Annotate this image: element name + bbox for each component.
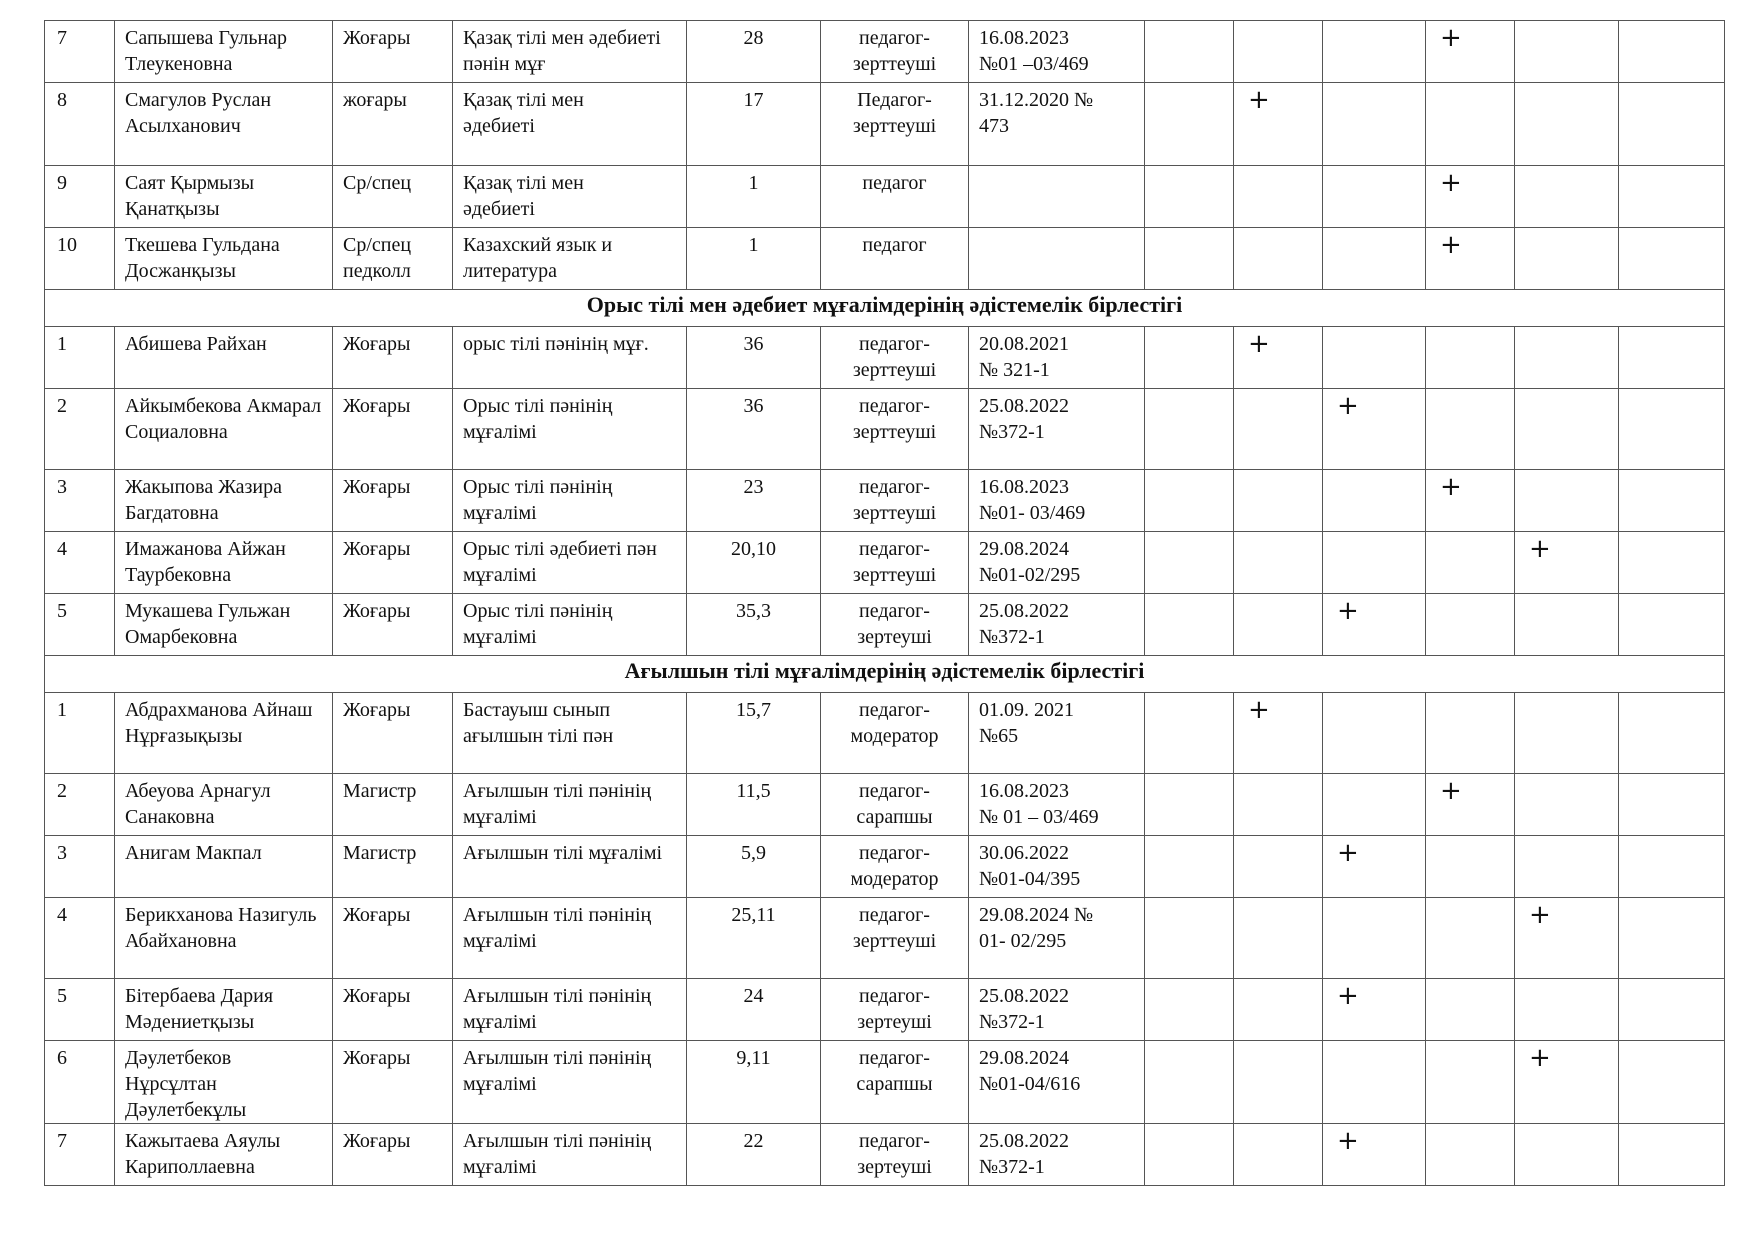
order-date-number: 01.09. 2021 №65 [969, 693, 1145, 774]
mark-cell [1619, 836, 1725, 898]
teacher-name: Бітербаева Дария Мәдениетқызы [115, 979, 333, 1041]
teacher-name: Сапышева Гульнар Тлеукеновна [115, 21, 333, 83]
mark-cell [1145, 470, 1234, 532]
qualification-category: педагог-зерттеуші [821, 21, 969, 83]
qualification-category: педагог-зертеуші [821, 979, 969, 1041]
mark-cell [1515, 594, 1619, 656]
table-row [45, 898, 1725, 979]
mark-cell [1323, 774, 1426, 836]
subject-specialty: Ағылшын тілі пәнінің мұғалімі [453, 898, 687, 979]
mark-cell [1323, 327, 1426, 389]
mark-cell [1426, 83, 1515, 166]
mark-cell [1426, 898, 1515, 979]
mark-cell [1426, 327, 1515, 389]
teacher-name: Кажытаева Аяулы Кариполлаевна [115, 1124, 333, 1186]
education-level: Жоғары [333, 898, 453, 979]
education-level: Жоғары [333, 979, 453, 1041]
mark-cell [1426, 594, 1515, 656]
teachers-table [44, 20, 1725, 1186]
row-number: 7 [45, 21, 115, 83]
row-number: 1 [45, 327, 115, 389]
qualification-category: педагог-зерттеуші [821, 389, 969, 470]
row-number: 3 [45, 470, 115, 532]
qualification-category: Педагог-зерттеуші [821, 83, 969, 166]
mark-cell [1515, 774, 1619, 836]
subject-specialty: Бастауыш сынып ағылшын тілі пән [453, 693, 687, 774]
mark-cell [1619, 979, 1725, 1041]
mark-cell [1145, 21, 1234, 83]
mark-cell [1323, 470, 1426, 532]
education-level: Жоғары [333, 21, 453, 83]
order-date-number: 25.08.2022 №372-1 [969, 979, 1145, 1041]
order-date-number [969, 228, 1145, 290]
order-date-number: 29.08.2024 №01-04/616 [969, 1041, 1145, 1124]
section-header-row [45, 290, 1725, 327]
mark-cell [1515, 836, 1619, 898]
teacher-name: Ткешева Гульдана Досжанқызы [115, 228, 333, 290]
mark-cell [1619, 470, 1725, 532]
table-row [45, 327, 1725, 389]
subject-specialty: Қазақ тілі мен әдебиеті пәнін мұғ [453, 21, 687, 83]
subject-specialty: Орыс тілі пәнінің мұғалімі [453, 594, 687, 656]
subject-specialty: Ағылшын тілі пәнінің мұғалімі [453, 1124, 687, 1186]
work-experience: 22 [687, 1124, 821, 1186]
mark-cell [1619, 166, 1725, 228]
mark-cell [1323, 898, 1426, 979]
work-experience: 24 [687, 979, 821, 1041]
mark-cell [1426, 693, 1515, 774]
row-number: 9 [45, 166, 115, 228]
row-number: 7 [45, 1124, 115, 1186]
mark-cell [1426, 1041, 1515, 1124]
work-experience: 20,10 [687, 532, 821, 594]
mark-cell [1234, 836, 1323, 898]
mark-cell [1426, 1124, 1515, 1186]
mark-cell [1515, 83, 1619, 166]
mark-cell [1234, 470, 1323, 532]
work-experience: 11,5 [687, 774, 821, 836]
teacher-name: Абишева Райхан [115, 327, 333, 389]
mark-cell [1515, 21, 1619, 83]
education-level: Жоғары [333, 470, 453, 532]
row-number: 6 [45, 1041, 115, 1124]
qualification-category: педагог-зерттеуші [821, 898, 969, 979]
mark-cell [1145, 532, 1234, 594]
mark-cell: + [1323, 594, 1426, 656]
mark-cell: + [1323, 389, 1426, 470]
order-date-number: 29.08.2024 № 01- 02/295 [969, 898, 1145, 979]
mark-cell [1323, 166, 1426, 228]
row-number: 5 [45, 979, 115, 1041]
subject-specialty: орыс тілі пәнінің мұғ. [453, 327, 687, 389]
mark-cell: + [1323, 979, 1426, 1041]
mark-cell [1145, 166, 1234, 228]
qualification-category: педагог-зерттеуші [821, 532, 969, 594]
subject-specialty: Ағылшын тілі пәнінің мұғалімі [453, 1041, 687, 1124]
mark-cell [1619, 898, 1725, 979]
table-row [45, 389, 1725, 470]
table-row [45, 83, 1725, 166]
mark-cell [1323, 693, 1426, 774]
table-row [45, 979, 1725, 1041]
row-number: 4 [45, 532, 115, 594]
qualification-category: педагог-зертеуші [821, 594, 969, 656]
work-experience: 17 [687, 83, 821, 166]
mark-cell: + [1234, 327, 1323, 389]
subject-specialty: Ағылшын тілі пәнінің мұғалімі [453, 774, 687, 836]
mark-cell [1515, 389, 1619, 470]
mark-cell [1323, 532, 1426, 594]
qualification-category: педагог-сарапшы [821, 1041, 969, 1124]
work-experience: 35,3 [687, 594, 821, 656]
order-date-number: 16.08.2023 №01 –03/469 [969, 21, 1145, 83]
teacher-name: Берикханова Назигуль Абайхановна [115, 898, 333, 979]
teacher-name: Саят Қырмызы Қанатқызы [115, 166, 333, 228]
mark-cell: + [1234, 693, 1323, 774]
row-number: 4 [45, 898, 115, 979]
mark-cell [1515, 1124, 1619, 1186]
table-row [45, 228, 1725, 290]
mark-cell [1145, 228, 1234, 290]
subject-specialty: Орыс тілі пәнінің мұғалімі [453, 389, 687, 470]
mark-cell [1619, 693, 1725, 774]
teacher-name: Имажанова Айжан Таурбековна [115, 532, 333, 594]
education-level: Жоғары [333, 594, 453, 656]
order-date-number: 30.06.2022 №01-04/395 [969, 836, 1145, 898]
row-number: 1 [45, 693, 115, 774]
mark-cell [1145, 1041, 1234, 1124]
work-experience: 1 [687, 166, 821, 228]
mark-cell [1619, 532, 1725, 594]
work-experience: 15,7 [687, 693, 821, 774]
mark-cell [1515, 979, 1619, 1041]
education-level: Жоғары [333, 693, 453, 774]
teacher-name: Айкымбекова Акмарал Социаловна [115, 389, 333, 470]
section-header-row [45, 656, 1725, 693]
mark-cell [1234, 979, 1323, 1041]
order-date-number: 25.08.2022 №372-1 [969, 594, 1145, 656]
mark-cell [1234, 228, 1323, 290]
education-level: жоғары [333, 83, 453, 166]
education-level: Ср/спец педколл [333, 228, 453, 290]
mark-cell [1234, 21, 1323, 83]
qualification-category: педагог-модератор [821, 693, 969, 774]
table-row [45, 693, 1725, 774]
work-experience: 1 [687, 228, 821, 290]
mark-cell [1145, 693, 1234, 774]
order-date-number: 25.08.2022 №372-1 [969, 389, 1145, 470]
mark-cell [1323, 228, 1426, 290]
work-experience: 25,11 [687, 898, 821, 979]
subject-specialty: Казахский язык и литература [453, 228, 687, 290]
teacher-name: Анигам Макпал [115, 836, 333, 898]
mark-cell [1426, 532, 1515, 594]
mark-cell [1619, 1041, 1725, 1124]
mark-cell [1619, 327, 1725, 389]
mark-cell [1145, 83, 1234, 166]
mark-cell [1515, 693, 1619, 774]
mark-cell [1234, 594, 1323, 656]
order-date-number: 31.12.2020 № 473 [969, 83, 1145, 166]
mark-cell [1515, 470, 1619, 532]
subject-specialty: Қазақ тілі мен әдебиеті [453, 166, 687, 228]
education-level: Жоғары [333, 327, 453, 389]
row-number: 10 [45, 228, 115, 290]
mark-cell [1145, 836, 1234, 898]
subject-specialty: Орыс тілі әдебиеті пән мұғалімі [453, 532, 687, 594]
mark-cell [1426, 836, 1515, 898]
mark-cell [1515, 327, 1619, 389]
qualification-category: педагог [821, 228, 969, 290]
mark-cell [1145, 327, 1234, 389]
qualification-category: педагог [821, 166, 969, 228]
order-date-number: 16.08.2023 №01- 03/469 [969, 470, 1145, 532]
document-page [44, 20, 1724, 1186]
mark-cell [1145, 979, 1234, 1041]
mark-cell [1234, 898, 1323, 979]
section-title: Орыс тілі мен әдебиет мұғалімдерінің әдістемелік бірлестігі [45, 290, 1725, 327]
order-date-number: 29.08.2024 №01-02/295 [969, 532, 1145, 594]
education-level: Жоғары [333, 532, 453, 594]
subject-specialty: Ағылшын тілі пәнінің мұғалімі [453, 979, 687, 1041]
order-date-number: 16.08.2023 № 01 – 03/469 [969, 774, 1145, 836]
subject-specialty: Қазақ тілі мен әдебиеті [453, 83, 687, 166]
order-date-number: 20.08.2021 № 321-1 [969, 327, 1145, 389]
education-level: Жоғары [333, 1041, 453, 1124]
teacher-name: Смагулов Руслан Асылханович [115, 83, 333, 166]
mark-cell [1145, 1124, 1234, 1186]
education-level: Жоғары [333, 1124, 453, 1186]
mark-cell [1234, 532, 1323, 594]
table-row [45, 166, 1725, 228]
mark-cell [1619, 83, 1725, 166]
work-experience: 28 [687, 21, 821, 83]
table-row [45, 532, 1725, 594]
qualification-category: педагог- модератор [821, 836, 969, 898]
mark-cell [1619, 594, 1725, 656]
mark-cell: + [1515, 1041, 1619, 1124]
teacher-name: Дәулетбеков Нұрсұлтан Дәулетбекұлы [115, 1041, 333, 1124]
qualification-category: педагог-сарапшы [821, 774, 969, 836]
education-level: Магистр [333, 774, 453, 836]
qualification-category: педагог-зертеуші [821, 1124, 969, 1186]
mark-cell [1619, 389, 1725, 470]
education-level: Ср/спец [333, 166, 453, 228]
mark-cell [1145, 594, 1234, 656]
mark-cell: + [1426, 21, 1515, 83]
work-experience: 23 [687, 470, 821, 532]
mark-cell [1145, 898, 1234, 979]
mark-cell: + [1426, 470, 1515, 532]
mark-cell [1619, 774, 1725, 836]
mark-cell [1234, 774, 1323, 836]
mark-cell: + [1323, 1124, 1426, 1186]
mark-cell: + [1234, 83, 1323, 166]
section-title: Ағылшын тілі мұғалімдерінің әдістемелік бірлестігі [45, 656, 1725, 693]
row-number: 8 [45, 83, 115, 166]
mark-cell [1234, 389, 1323, 470]
education-level: Магистр [333, 836, 453, 898]
mark-cell [1515, 228, 1619, 290]
order-date-number: 25.08.2022 №372-1 [969, 1124, 1145, 1186]
row-number: 2 [45, 774, 115, 836]
education-level: Жоғары [333, 389, 453, 470]
mark-cell [1323, 83, 1426, 166]
subject-specialty: Ағылшын тілі мұғалімі [453, 836, 687, 898]
order-date-number [969, 166, 1145, 228]
table-row [45, 836, 1725, 898]
mark-cell [1515, 166, 1619, 228]
mark-cell: + [1515, 898, 1619, 979]
table-row [45, 774, 1725, 836]
mark-cell: + [1426, 774, 1515, 836]
work-experience: 5,9 [687, 836, 821, 898]
mark-cell: + [1323, 836, 1426, 898]
qualification-category: педагог-зерттеуші [821, 470, 969, 532]
subject-specialty: Орыс тілі пәнінің мұғалімі [453, 470, 687, 532]
table-row [45, 21, 1725, 83]
table-row [45, 594, 1725, 656]
teacher-name: Абдрахманова Айнаш Нұрғазықызы [115, 693, 333, 774]
row-number: 5 [45, 594, 115, 656]
teacher-name: Жакыпова Жазира Багдатовна [115, 470, 333, 532]
mark-cell [1619, 21, 1725, 83]
mark-cell [1619, 228, 1725, 290]
row-number: 3 [45, 836, 115, 898]
table-row [45, 1041, 1725, 1124]
work-experience: 36 [687, 327, 821, 389]
mark-cell [1323, 21, 1426, 83]
work-experience: 9,11 [687, 1041, 821, 1124]
table-row [45, 470, 1725, 532]
mark-cell [1234, 1124, 1323, 1186]
teacher-name: Мукашева Гульжан Омарбековна [115, 594, 333, 656]
mark-cell [1426, 389, 1515, 470]
mark-cell [1145, 389, 1234, 470]
mark-cell [1619, 1124, 1725, 1186]
mark-cell [1323, 1041, 1426, 1124]
mark-cell [1234, 166, 1323, 228]
work-experience: 36 [687, 389, 821, 470]
mark-cell [1234, 1041, 1323, 1124]
teacher-name: Абеуова Арнагул Санаковна [115, 774, 333, 836]
mark-cell: + [1515, 532, 1619, 594]
mark-cell: + [1426, 166, 1515, 228]
qualification-category: педагог-зерттеуші [821, 327, 969, 389]
mark-cell [1426, 979, 1515, 1041]
mark-cell: + [1426, 228, 1515, 290]
row-number: 2 [45, 389, 115, 470]
mark-cell [1145, 774, 1234, 836]
table-row [45, 1124, 1725, 1186]
